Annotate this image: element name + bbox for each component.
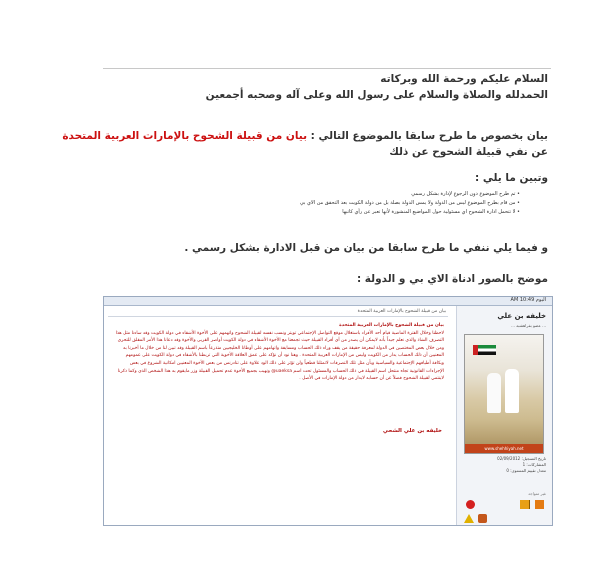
avatar-figure <box>505 369 519 413</box>
user-role: ... عضو بفراهشبه ... <box>511 323 546 328</box>
user-info <box>497 456 546 474</box>
offline-icon <box>466 500 475 509</box>
post-content <box>108 306 448 525</box>
screenshot-header-bar <box>104 297 552 306</box>
subject-line <box>62 130 548 142</box>
post-signature: خليفه بن علي الشحي <box>382 428 442 434</box>
post-title: بيان من قبيلة الشحوح بالإمارات العربية المتحدة <box>357 309 446 314</box>
subject-prefix: بيان بخصوص ما طرح سابقا بالموضوع التالي : <box>307 130 548 142</box>
clarify-point: • لا تتحمل ادارة الشحوح اي مسئولية حول المواضيع المنشورة لأنها تعبر عن رأي كاتبها <box>300 208 520 217</box>
uae-flag-icon <box>473 345 496 355</box>
block-icon[interactable] <box>478 514 487 523</box>
post-text: لاحظنا وخلال الفترة الماضية قيام أحد الأفراد باستغلال موقع التواصل الإجتماعي تويتر ونسب نفسه لقبيلة الشحوح واتهمهم على الأخوة الأشقاء في دولة الكويت وقد ساءنا مثل هذا التصرف الشاذ والذي نعلم جيداً بأنه لايمكن أن يصدر من أي أفراد القبيلة حيث تجمعنا مع الأخوة الأشقاء في دولة الكويت أواصر القربى والأخوة وقد دعانا هذا الأمر المقلق للتحري ومن خلال بعض المختصين في الدولة لمعرفة حقيقة من يقف وراء ذلك الحساب ومسايفة واتهامهم على أوطانا الخليجيين متذرعاً باسم القبيلة وقد تبين لنا من خلال ما أخبرنا به المعنيين أن ذلك الحساب يدار من الكويت وليس من الإمارات العربية المتحدة . وهنا نود أن نؤكد على عمق العلاقة الأخوية التي تربطنا بالأشقاء في دولة الكويت على عمومهم وبكافة أطيافهم الإجتماعية والسياسية وبأن مثل تلك التصرفات لاتمثلنا قطعياً ولن تؤثر على ذلك الود علاوة على تنادرنس من بعض الأخوة المعنيين امكانية الشروع في بعض الإجراءات القانونية تجاه منتحل اسم القبيلة في ذلك الحساب والمسئول تحت اسم uaeksa@ ونهيب بجميع الأخوة عدم تحميل القبيلة وزر مايقوم به هذا الشخص الذي وكما ذكرنا لاينتمي لقبيلة الشحوح فضلاً عن أن حسابه لايدار من دولة الإمارات في الأصل . <box>115 330 444 382</box>
post-date: اليوم 10:49 AM <box>510 297 546 303</box>
clarify-heading: وتبين ما يلي : <box>475 172 548 184</box>
post-body <box>114 322 444 383</box>
forum-screenshot <box>103 296 553 526</box>
profile-icon[interactable] <box>535 500 544 509</box>
subject-line-2: عن نفي قبيلة الشحوح عن ذلك <box>389 146 548 158</box>
praise-text: الحمدلله والصلاة والسلام على رسول الله وعلى آله وصحبه أجمعين <box>205 89 548 101</box>
clarify-point: • تم طرح الموضوع دون الرجوع لإدارة بشكل رسمي <box>300 190 520 199</box>
post-icons <box>464 500 544 514</box>
subject-link[interactable]: بيان من قبيلة الشحوح بالإمارات العربية المتحدة <box>62 130 308 142</box>
avatar-figure <box>487 373 501 413</box>
post-title-bar <box>108 308 448 317</box>
user-info-line: المشاركات: 1 <box>522 462 546 467</box>
avatar-brand: www.shehhiyah.net <box>465 444 543 453</box>
user-info-line: معدل تقييم المستوى: 0 <box>506 468 546 473</box>
clarify-point: • من قام بطرح الموضوع ليس من الدولة ولا يمس الدولة بصلة بل من دولة الكويت بعد التحقق من الاي بي <box>300 199 520 208</box>
online-status: غير متواجد <box>528 491 546 496</box>
explain-text: موضح بالصور ادناة الاي بي و الدولة : <box>356 273 548 285</box>
warning-icon[interactable] <box>464 514 474 523</box>
greeting-text: السلام عليكم ورحمة الله وبركاته <box>380 73 548 85</box>
report-flag-icon[interactable] <box>520 500 530 509</box>
user-name[interactable]: خليفه بن علي <box>497 312 546 320</box>
top-divider <box>103 68 551 69</box>
clarify-points <box>300 190 520 217</box>
post-heading: بيان من قبيلة الشحوح بالإمارات العربية المتحدة <box>339 323 444 328</box>
user-info-line: تاريخ التسجيل: 02/09/2012 <box>497 456 546 461</box>
deny-text: و فيما يلي ننفي ما طرح سابقا من بيان من قبل الادارة بشكل رسمي . <box>184 242 548 254</box>
user-panel <box>456 306 552 525</box>
user-avatar <box>464 334 544 454</box>
